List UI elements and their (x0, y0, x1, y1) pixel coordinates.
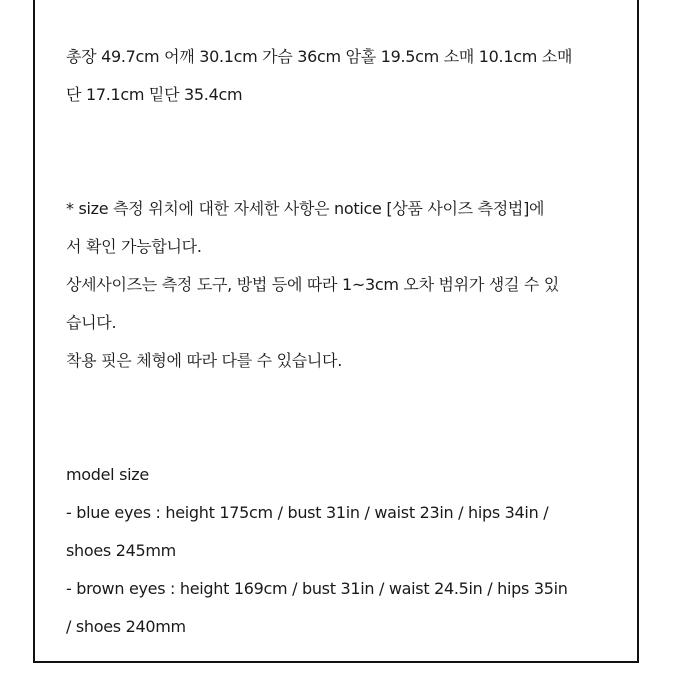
notice-line-4: 습니다. (66, 313, 117, 332)
notice-line-2: 서 확인 가능합니다. (66, 237, 202, 256)
measurements-line-1: 총장 49.7cm 어깨 30.1cm 가슴 36cm 암홀 19.5cm 소매 10.1cm 소매 (66, 47, 573, 66)
spacer (66, 114, 626, 190)
model-brown-eyes-line-1: - brown eyes : height 169cm / bust 31in / waist 24.5in / hips 35in (66, 579, 568, 598)
model-blue-eyes-line-1: - blue eyes : height 175cm / bust 31in / waist 23in / hips 34in / (66, 503, 549, 522)
notice-line-1: * size 측정 위치에 대한 자세한 사항은 notice [상품 사이즈 측정법]에 (66, 199, 545, 218)
model-brown-eyes-line-2: / shoes 240mm (66, 617, 186, 636)
model-size-heading: model size (66, 465, 149, 484)
measurements-line-2: 단 17.1cm 밑단 35.4cm (66, 85, 243, 104)
notice-line-5: 착용 핏은 체형에 따라 다를 수 있습니다. (66, 351, 342, 370)
spacer (66, 380, 626, 456)
product-size-info (66, 38, 626, 646)
model-blue-eyes-line-2: shoes 245mm (66, 541, 176, 560)
notice-line-3: 상세사이즈는 측정 도구, 방법 등에 따라 1~3cm 오차 범위가 생길 수 있 (66, 275, 559, 294)
